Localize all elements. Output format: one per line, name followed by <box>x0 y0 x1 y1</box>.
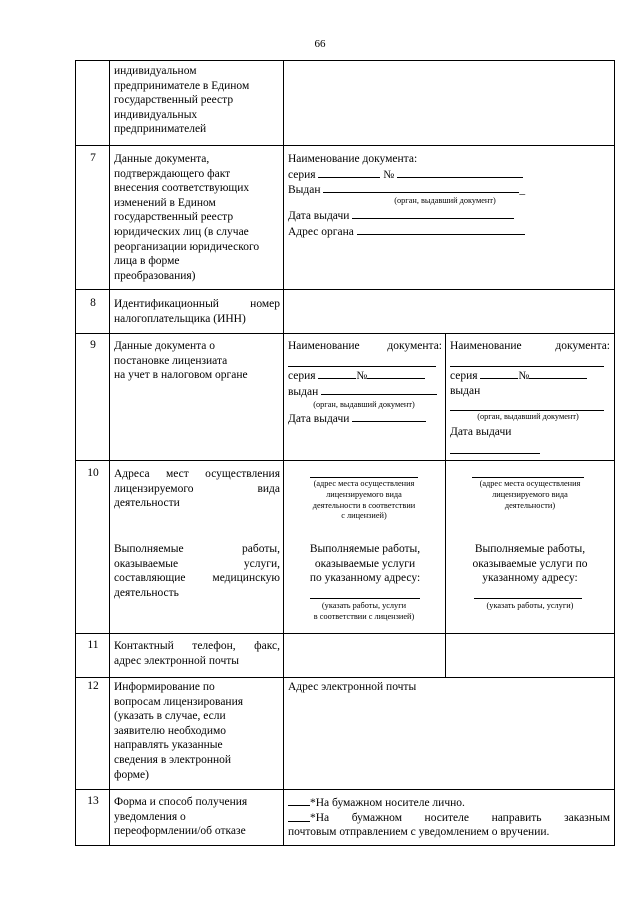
row-12-email: Адрес электронной почты <box>288 681 417 693</box>
row-8-label: Идентификационный номер налогоплательщика (ИНН) <box>114 298 280 325</box>
row-10-b-addr-hint: (адрес места осуществления лицензируемого вида деятельности) <box>479 479 581 510</box>
row-11-number: 11 <box>87 639 99 651</box>
row-10-a-works-line <box>310 598 420 599</box>
row-7-value: Наименование документа: серия № Выдан _ <box>288 153 526 197</box>
row-10-b-works: Выполняемые работы, оказываемые услуги по указанному адресу: <box>472 543 588 585</box>
row-10-b-works-line <box>474 598 582 599</box>
row-10-b-addr-line <box>472 477 584 478</box>
row-13-label: Форма и способ получения уведомления о переоформлении/об отказе <box>114 796 248 838</box>
row-9-b-date-line <box>450 453 540 454</box>
row-9-b-date: Дата выдачи <box>450 426 512 438</box>
row-9-a-series: серия № выдан <box>288 368 442 399</box>
row-13-number: 13 <box>87 795 99 807</box>
page-number: 66 <box>314 38 326 50</box>
row-12-label: Информирование по вопросам лицензирования (указать в случае, если заявителю необходимо направлять указанные сведения в электронной форме) <box>114 681 244 781</box>
row-10-a-addr-hint: (адрес места осуществления лицензируемого вида деятельности в соответствии с лицензией) <box>312 479 416 521</box>
row-9-number: 9 <box>90 339 96 351</box>
row-8-number: 8 <box>90 297 96 309</box>
row-13-options: *На бумажном носителе лично. *На бумажном носителе направить заказным почтовым отправлением с уведомлением о вручении. <box>288 797 610 839</box>
row-10-number: 10 <box>87 467 99 479</box>
row-10-label-a: Адреса мест осуществления лицензируемого вида деятельности <box>114 468 280 510</box>
option-by-mail: *На бумажном носителе направить заказным <box>310 811 610 824</box>
row-7-date: Дата выдачи Адрес органа <box>288 208 578 239</box>
option-in-person: *На бумажном носителе лично. <box>310 797 465 809</box>
row-9-a-issuer-hint: (орган, выдавший документ) <box>313 400 415 409</box>
row-7-label: Данные документа, подтверждающего факт внесения соответствующих изменений в Едином государственный реестр юридических лиц (в случае реорганизации юридического лица в форме преобразования) <box>114 153 260 282</box>
row-10-a-works: Выполняемые работы, оказываемые услуги по указанному адресу: <box>309 543 421 585</box>
row-9-b-issuer-hint: (орган, выдавший документ) <box>477 412 579 421</box>
row-9-col-b: Наименование документа: <box>450 340 610 352</box>
row-7-issuer-hint: (орган, выдавший документ) <box>394 196 496 205</box>
row-10-a-addr-line <box>310 477 418 478</box>
row-10-label-b: Выполняемые работы, оказываемые услуги, составляющие медицинскую деятельность <box>114 543 280 599</box>
row-9-b-line-2 <box>450 410 604 411</box>
row-11-label: Контактный телефон, факс, адрес электронной почты <box>114 640 280 667</box>
row-12-number: 12 <box>87 680 99 692</box>
row-9-a-date: Дата выдачи <box>288 411 442 427</box>
row-9-b-line-1 <box>450 366 604 367</box>
row-9-a-line-1 <box>288 366 436 367</box>
row-cont-label: индивидуальном предпринимателе в Едином государственный реестр индивидуальных предпринимателей <box>114 65 250 136</box>
row-9-b-series: серия № выдан <box>450 368 610 398</box>
row-9-label: Данные документа о постановке лицензиата на учет в налоговом органе <box>114 340 248 382</box>
row-10-b-works-hint: (указать работы, услуги) <box>486 601 574 610</box>
row-9-col-a: Наименование документа: <box>288 340 442 352</box>
row-10-a-works-hint: (указать работы, услуги в соответствии с лицензией) <box>313 601 415 621</box>
row-7-number: 7 <box>90 152 96 164</box>
